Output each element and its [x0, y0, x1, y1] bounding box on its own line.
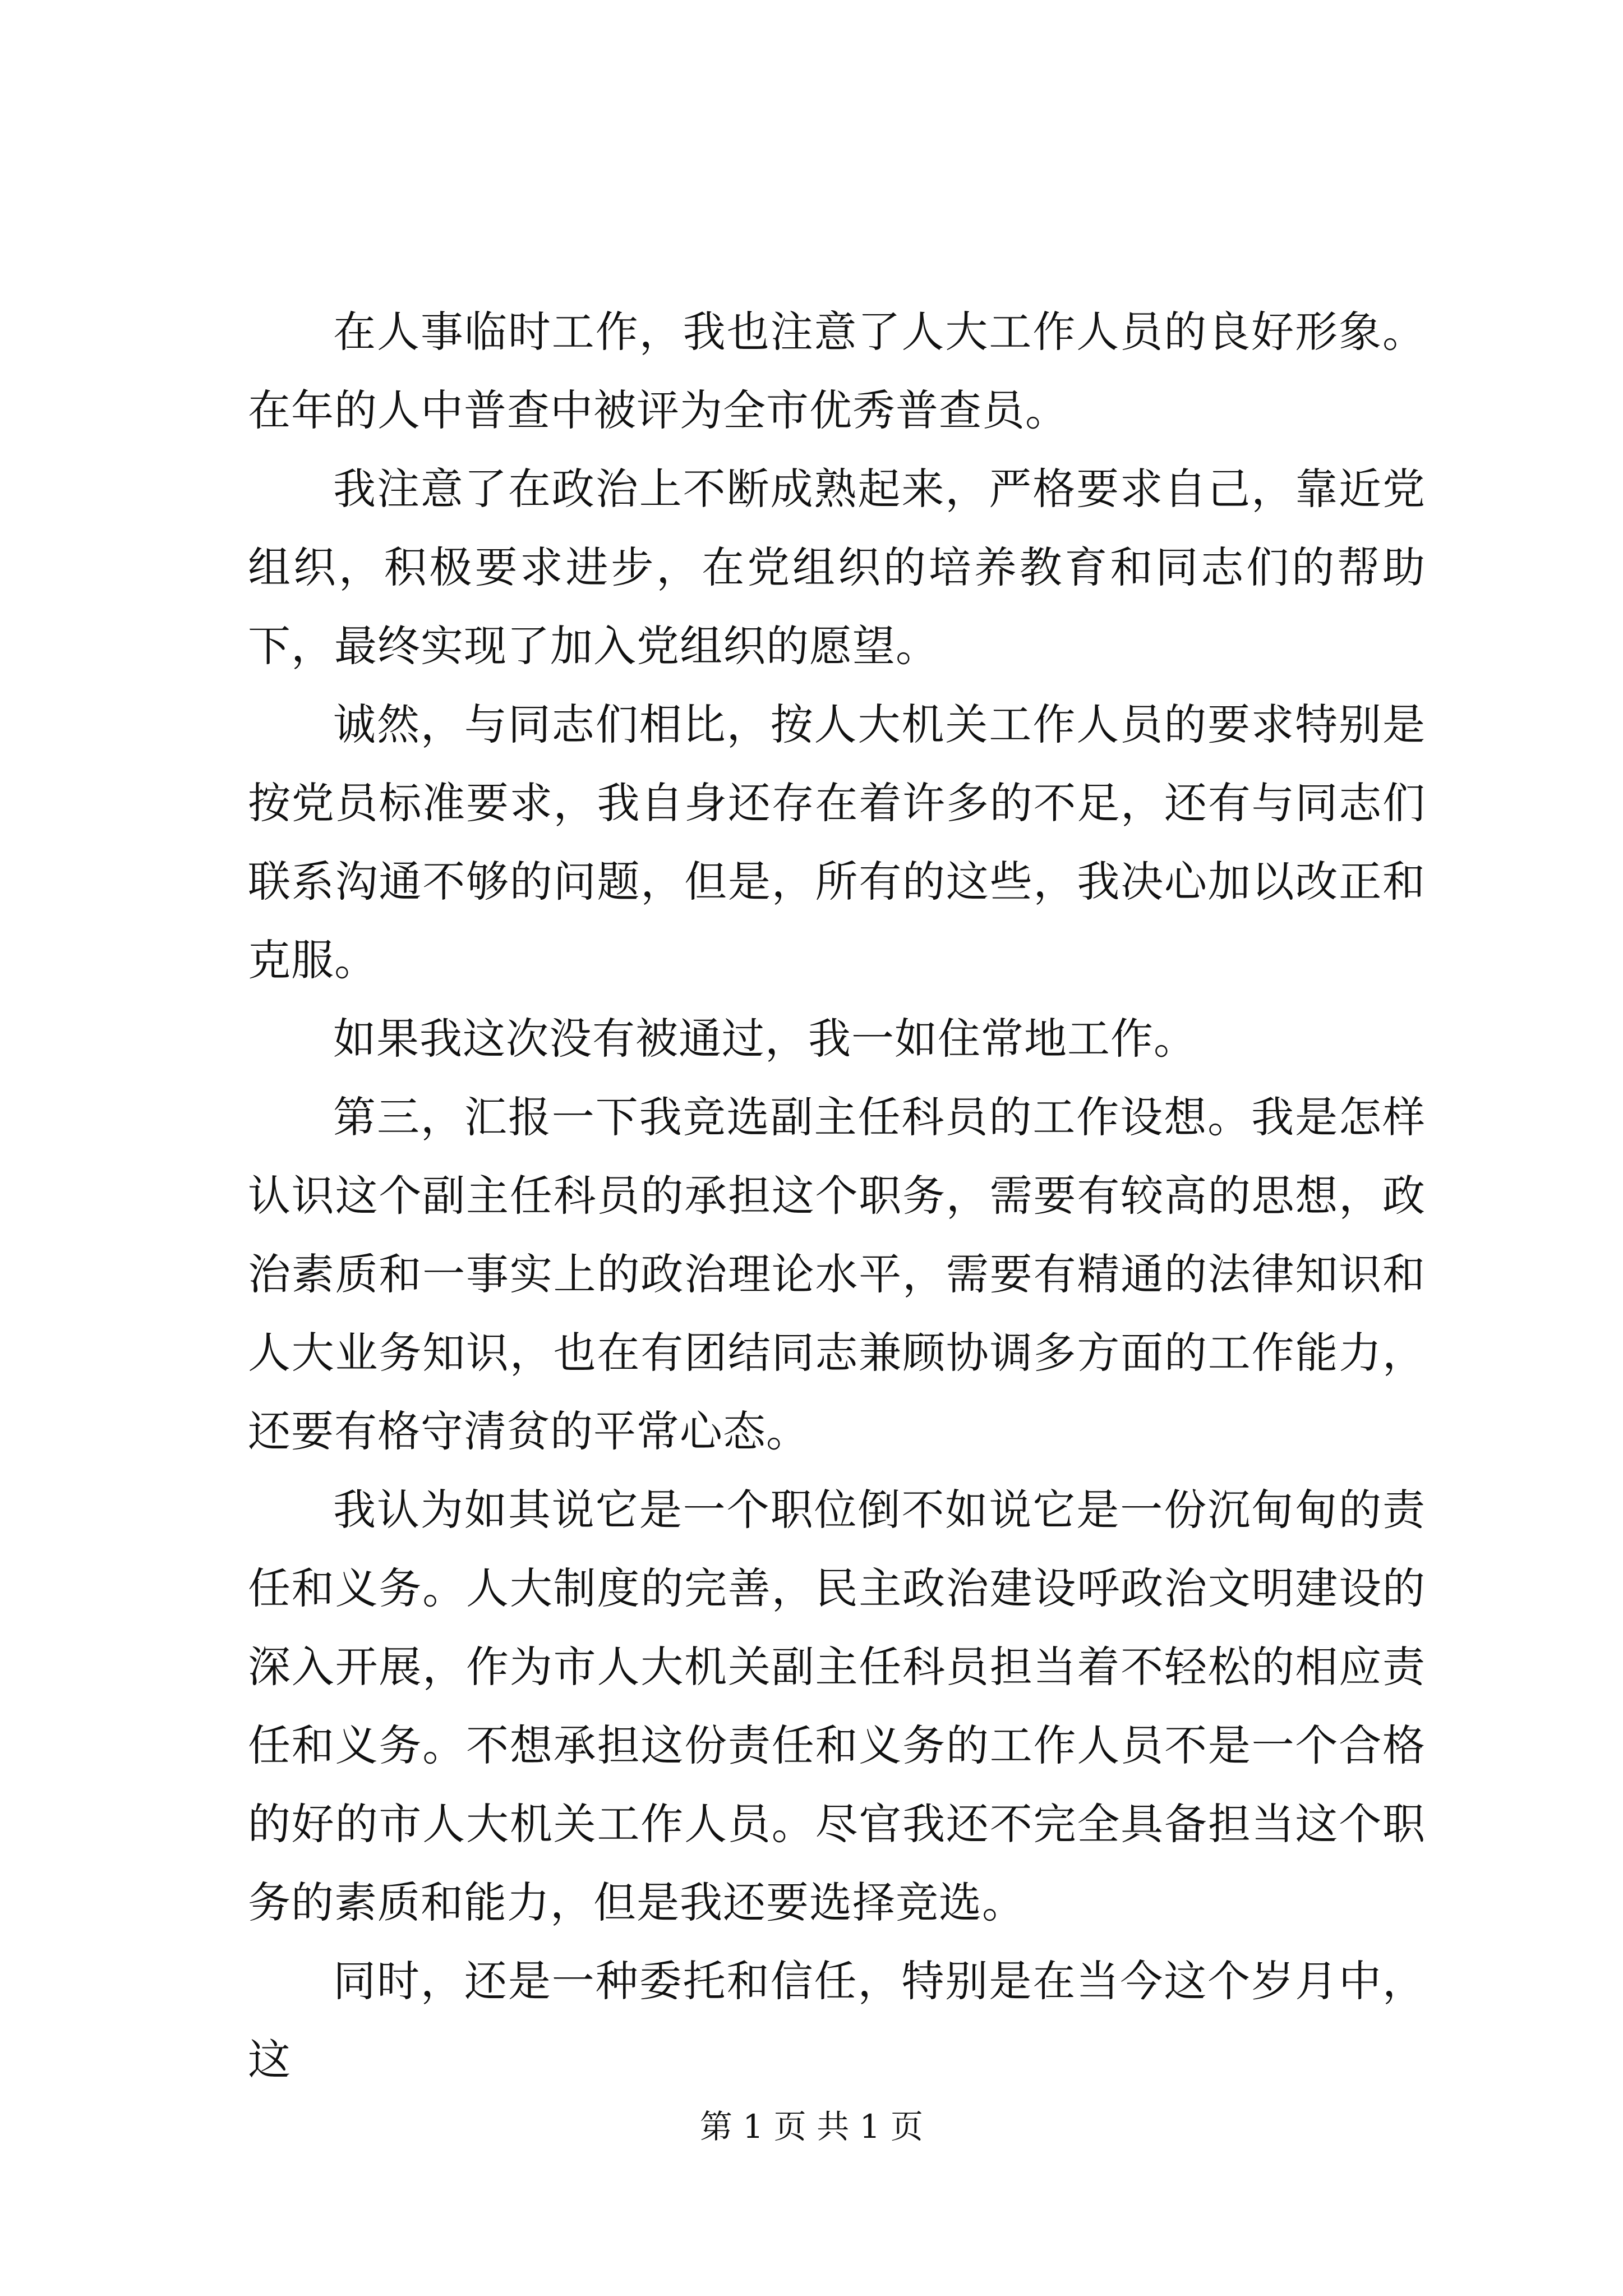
paragraph-3: 诚然，与同志们相比，按人大机关工作人员的要求特别是按党员标准要求，我自身还存在着许多的不足，还有与同志们联系沟通不够的问题，但是，所有的这些，我决心加以改正和克服。	[248, 700, 1426, 985]
page-number-label: 第 1 页 共 1 页	[700, 2108, 923, 2146]
paragraph-7: 同时，还是一种委托和信任，特别是在当今这个岁月中，这	[248, 1956, 1426, 2085]
page-footer	[0, 2107, 1623, 2146]
paragraph-4: 如果我这次没有被通过，我一如住常地工作。	[333, 1014, 1197, 1064]
document-body	[248, 293, 1426, 2099]
paragraph-5: 第三，汇报一下我竞选副主任科员的工作设想。我是怎样认识这个副主任科员的承担这个职务，需要有较高的思想，政治素质和一事实上的政治理论水平，需要有精通的法律知识和人大业务知识，也在有团结同志兼顾协调多方面的工作能力，还要有格守清贫的平常心态。	[248, 1092, 1426, 1456]
paragraph-2: 我注意了在政治上不断成熟起来，严格要求自己，靠近党组织，积极要求进步，在党组织的培养教育和同志们的帮助下，最终实现了加入党组织的愿望。	[248, 464, 1426, 671]
paragraph-1: 在人事临时工作，我也注意了人大工作人员的良好形象。在年的人中普查中被评为全市优秀普查员。	[248, 307, 1426, 435]
paragraph-6: 我认为如其说它是一个职位倒不如说它是一份沉甸甸的责任和义务。人大制度的完善，民主政治建设呼政治文明建设的深入开展，作为市人大机关副主任科员担当着不轻松的相应责任和义务。不想承担这份责任和义务的工作人员不是一个合格的好的市人大机关工作人员。尽官我还不完全具备担当这个职务的素质和能力，但是我还要选择竞选。	[248, 1485, 1426, 1927]
